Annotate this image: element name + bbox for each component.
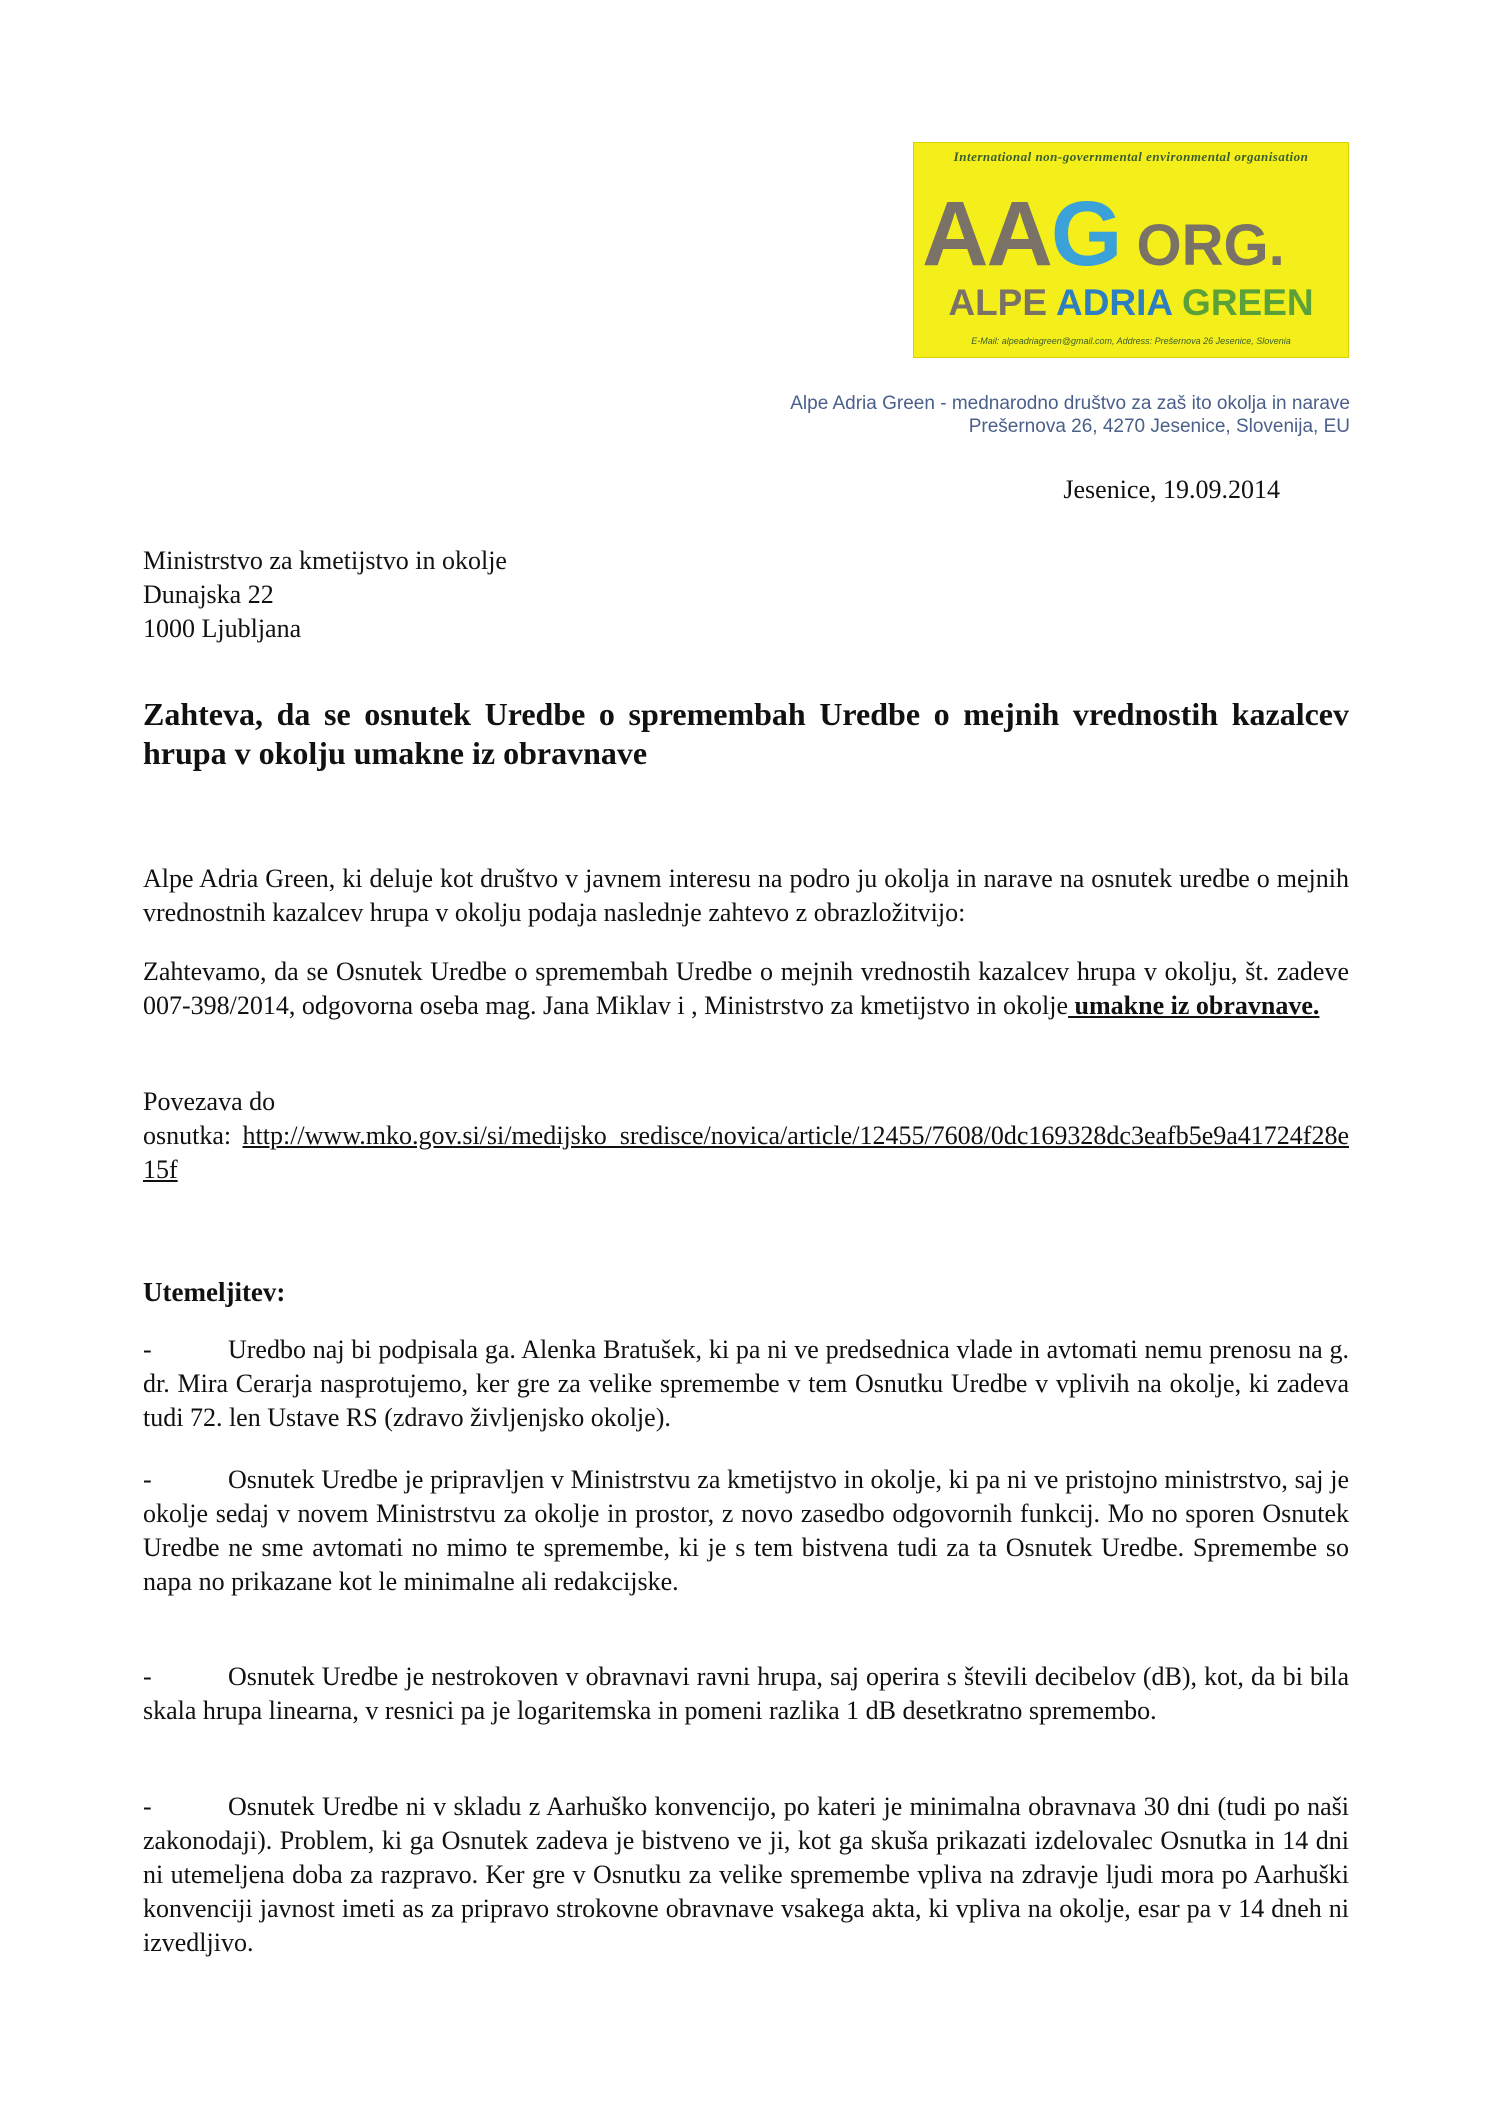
logo-name-alpe: ALPE <box>948 282 1048 323</box>
logo-footer: E-Mail: alpeadriagreen@gmail.com, Address: Prešernova 26 Jesenice, Slovenia <box>971 336 1291 346</box>
letter-title: Zahteva, da se osnutek Uredbe o spremembah Uredbe o mejnih vrednostih kazalcev hrupa v okolju umakne iz obravnave <box>143 696 1349 771</box>
list-item <box>143 1463 1349 1599</box>
logo-name-adria: ADRIA <box>1055 282 1172 323</box>
bullet-text: Osnutek Uredbe je nestrokoven v obravnavi ravni hrupa, saj operira s števili decibelov (dB), kot, da bi bila skala hrupa linearna, v resnici pa je logaritemska in pomeni razlika 1 dB desetkratno spremembo. <box>143 1662 1349 1725</box>
bullet-dash: - <box>143 1465 152 1494</box>
draft-url-link[interactable]: http://www.mko.gov.si/si/medijsko_sredisce/novica/article/12455/7608/0dc169328dc3eafb5e9a41724f28e15f <box>143 1121 1349 1184</box>
logo-tagline: International non-governmental environmental organisation <box>953 149 1309 164</box>
logo-org-text: ORG. <box>1136 213 1285 278</box>
logo-org-name <box>914 281 1348 325</box>
logo-aa-letters: AA <box>922 183 1051 285</box>
bullet-dash: - <box>143 1335 152 1364</box>
recipient-line-1: Ministrstvo za kmetijstvo in okolje <box>143 546 507 575</box>
recipient-address <box>143 544 507 646</box>
bullet-text: Osnutek Uredbe je pripravljen v Ministrstvu za kmetijstvo in okolje, ki pa ni ve pristojno ministrstvo, saj je okolje sedaj v novem Ministrstvu za okolje in prostor, z novo zasedbo odgovornih funkcij. Mo no sporen Osnutek Uredbe ne sme avtomati no mimo te spremembe, ki je s tem bistvena tudi za ta Osnutek Uredbe. Spremembe so napa no prikazane kot le minimalne ali redakcijske. <box>143 1465 1349 1596</box>
list-item <box>143 1790 1349 1960</box>
link-label: Povezava do <box>143 1087 276 1116</box>
list-item <box>143 1333 1349 1435</box>
bullet-text: Osnutek Uredbe ni v skladu z Aarhuško konvencijo, po kateri je minimalna obravnava 30 dni (tudi po naši zakonodaji). Problem, ki ga Osnutek zadeva je bistveno ve ji, kot ga skuša prikazati izdelovalec Osnutka in 14 dni ni utemeljena doba za razpravo. Ker gre v Osnutku za velike spremembe vpliva na zdravje ljudi mora po Aarhuški konvenciji javnost imeti as za pripravo strokovne obravnave vsakega akta, ki vpliva na okolje, esar pa v 14 dneh ni izvedljivo. <box>143 1792 1349 1957</box>
logo-name-green: GREEN <box>1182 282 1314 323</box>
request-paragraph <box>143 955 1349 1023</box>
request-emphasis: umakne iz obravnave. <box>1068 991 1320 1020</box>
list-item <box>143 1660 1349 1728</box>
logo-g-letter: G <box>1050 183 1123 285</box>
logo-wordmark <box>922 183 1285 285</box>
section-title: Utemeljitev: <box>143 1277 286 1307</box>
link-section <box>143 1085 1349 1187</box>
aag-logo <box>913 142 1349 358</box>
link-line <box>143 1119 1349 1187</box>
recipient-line-2: Dunajska 22 <box>143 580 274 609</box>
request-text: Zahtevamo, da se Osnutek Uredbe o spremembah Uredbe o mejnih vrednostih kazalcev hrupa v okolju, št. zadeve 007-398/2014, odgovorna oseba mag. Jana Miklav i , Ministrstvo za kmetijstvo in okolje <box>143 957 1349 1020</box>
bullet-dash: - <box>143 1792 152 1821</box>
organisation-address <box>790 392 1350 438</box>
org-address-line-1: Alpe Adria Green - mednarodno društvo za zaš ito okolja in narave <box>790 393 1350 414</box>
org-address-line-2: Prešernova 26, 4270 Jesenice, Slovenija, EU <box>968 416 1350 437</box>
intro-paragraph: Alpe Adria Green, ki deluje kot društvo v javnem interesu na podro ju okolja in narave na osnutek uredbe o mejnih vrednostnih kazalcev hrupa v okolju podaja naslednje zahtevo z obrazložitvijo: <box>143 864 1349 927</box>
bullet-dash: - <box>143 1662 152 1691</box>
link-prefix: osnutka: <box>143 1121 243 1150</box>
letter-date: Jesenice, 19.09.2014 <box>1063 475 1280 504</box>
bullet-text: Uredbo naj bi podpisala ga. Alenka Bratušek, ki pa ni ve predsednica vlade in avtomati nemu prenosu na g. dr. Mira Cerarja nasprotujemo, ker gre za velike spremembe v tem Osnutku Uredbe v vplivih na okolje, ki zadeva tudi 72. len Ustave RS (zdravo življenjsko okolje). <box>143 1335 1349 1432</box>
recipient-line-3: 1000 Ljubljana <box>143 614 302 643</box>
